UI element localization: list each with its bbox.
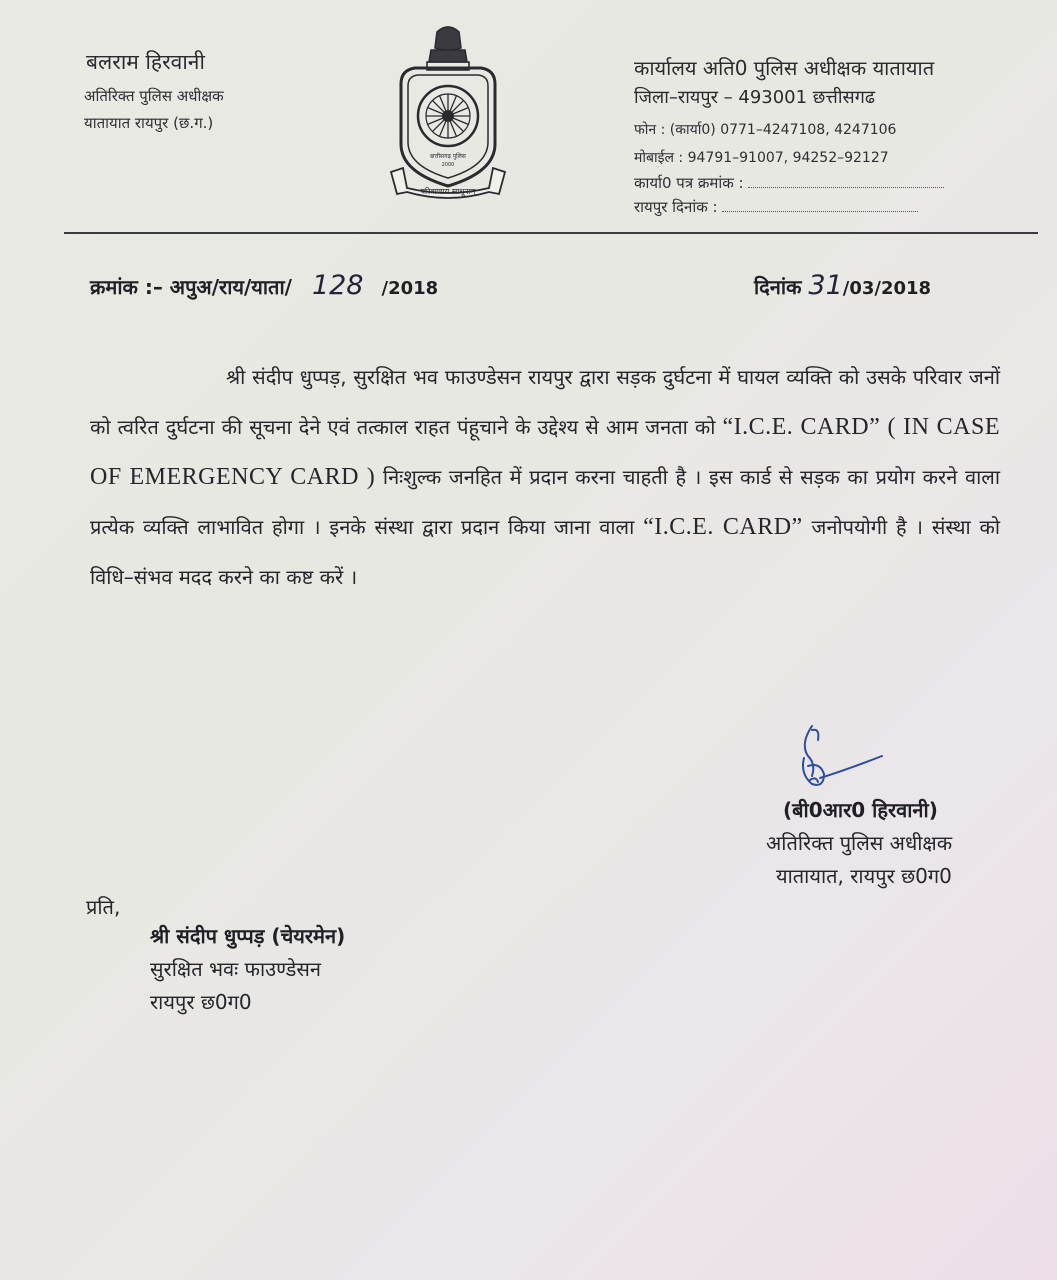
- emblem-year-text: 2000: [441, 162, 455, 168]
- reference-number: 128: [311, 270, 364, 301]
- reference-line: [90, 270, 438, 301]
- date-label: दिनांक: [754, 275, 802, 299]
- date-rest: /03/2018: [842, 278, 932, 299]
- letterhead-reference-row: [634, 173, 944, 193]
- letterhead-reference-label: कार्या0 पत्र क्रमांक :: [634, 174, 744, 192]
- emblem-title-text: छत्तीसगढ़ पुलिस: [430, 153, 466, 160]
- date-day: 31: [808, 270, 843, 301]
- reference-year: /2018: [381, 278, 439, 299]
- date-dotted-line: [722, 201, 918, 212]
- letterhead-phone: फोन : (कार्या0) 0771–4247108, 4247106: [634, 122, 897, 138]
- ice-card-quote: “I.C.E. CARD” ( IN CASE OF EMERGENCY CARD ): [90, 414, 1000, 490]
- header-divider: [64, 232, 1038, 234]
- signatory-designation: अतिरिक्त पुलिस अधीक्षक: [766, 831, 953, 855]
- recipient-place: रायपुर छ0ग0: [150, 990, 252, 1014]
- signatory-place: यातायात, रायपुर छ0ग0: [776, 864, 952, 888]
- date-line: [754, 270, 931, 301]
- letterhead-office: कार्यालय अति0 पुलिस अधीक्षक यातायात: [634, 56, 935, 80]
- body-part-3: जनोपयोगी है । संस्था को विधि–संभव मदद करने का कष्ट करें ।: [90, 515, 1001, 589]
- recipient-to-label: प्रति,: [86, 895, 121, 919]
- body-part-2: निःशुल्क जनहित में प्रदान करना चाहती है । इस कार्ड से सड़क का प्रयोग करने वाला प्रत्येक व्यक्ति लाभावित होगा । इनके संस्था द्वारा प्रदान किया जाना वाला: [90, 465, 1001, 539]
- recipient-organization: सुरक्षित भवः फाउण्डेसन: [150, 957, 321, 981]
- letterhead-name: बलराम हिरवानी: [86, 50, 205, 74]
- emblem-ribbon-text: परित्राणाय साधूनाम्: [420, 187, 476, 196]
- letterhead-mobile: मोबाईल : 94791–91007, 94252–92127: [634, 150, 889, 166]
- reference-dotted-line: [748, 177, 944, 188]
- letterhead-date-label: रायपुर दिनांक :: [634, 198, 718, 216]
- letter-body: [90, 352, 1000, 602]
- police-emblem-logo: [385, 22, 511, 202]
- body-part-1: श्री संदीप धुप्पड़, सुरक्षित भव फाउण्डेसन रायपुर द्वारा सड़क दुर्घटना में घायल व्यक्ति को उसके परिवार जनों को त्वरित दुर्घटना की सूचना देने एवं तत्काल राहत पंहूचाने के उद्देश्य से आम जनता को: [90, 365, 1000, 439]
- signatory-name: (बी0आर0 हिरवानी): [783, 798, 938, 822]
- letterhead-place: यातायात रायपुर (छ.ग.): [84, 114, 214, 132]
- ice-card-quote-2: “I.C.E. CARD”: [643, 514, 803, 540]
- letterhead-date-row: [634, 197, 918, 217]
- recipient-name: श्री संदीप धुप्पड़ (चेयरमेन): [150, 924, 346, 948]
- reference-label: क्रमांक :– अपुअ/राय/याता/: [90, 275, 292, 299]
- letterhead-designation: अतिरिक्त पुलिस अधीक्षक: [84, 87, 224, 105]
- letterhead-district: जिला–रायपुर – 493001 छत्तीसगढ: [634, 87, 875, 108]
- handwritten-signature: [790, 718, 890, 796]
